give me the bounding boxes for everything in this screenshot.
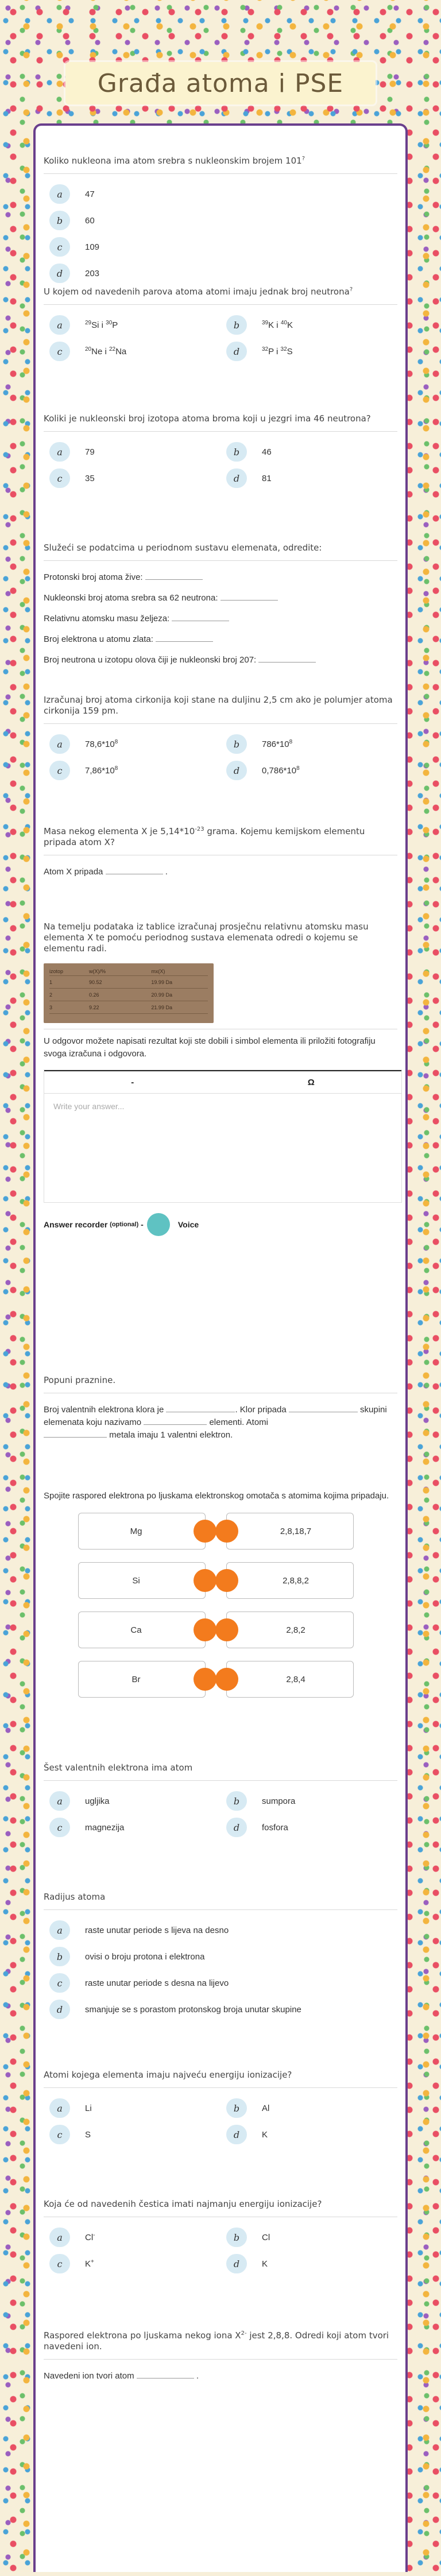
option-a[interactable]: [44, 1920, 397, 1940]
table-cell: 20.99 Da: [151, 991, 172, 998]
connector-dot[interactable]: [194, 1569, 216, 1592]
question-8: [44, 1375, 397, 1490]
option-letter: c: [49, 1973, 70, 1993]
connector-dot[interactable]: [194, 1618, 216, 1641]
option-letter: c: [49, 342, 70, 361]
option-d[interactable]: [44, 2000, 397, 2019]
answer-recorder: [44, 1213, 397, 1236]
match-right-label: 2,8,4: [286, 1674, 305, 1684]
option-b[interactable]: [44, 1947, 397, 1966]
table-cell: 9.22: [89, 1004, 99, 1010]
match-right-label: 2,8,18,7: [280, 1526, 312, 1536]
option-label: ovisi o broju protona i elektrona: [85, 1951, 205, 1962]
option-label: $^{32}$P i $^{32}$S: [262, 346, 293, 357]
connector-dot[interactable]: [194, 1668, 216, 1691]
worksheet: [33, 123, 408, 2572]
option-label: 35: [85, 473, 95, 483]
option-d[interactable]: [220, 1818, 397, 1837]
blank-input[interactable]: [289, 1404, 358, 1412]
option-letter: a: [49, 2228, 70, 2247]
table-cell: 0.26: [89, 991, 99, 998]
match-row: [44, 1562, 397, 1599]
option-letter: b: [49, 211, 70, 230]
option-label: Cl-: [85, 2232, 95, 2242]
question-text: Radijus atoma: [44, 1892, 397, 1910]
match-left-item[interactable]: [78, 1513, 206, 1550]
match-left-item[interactable]: [78, 1661, 206, 1698]
connector-dot[interactable]: [215, 1668, 238, 1691]
option-a[interactable]: [44, 1791, 220, 1811]
option-label: magnezija: [85, 1822, 125, 1833]
option-c[interactable]: [44, 2125, 220, 2144]
option-a[interactable]: [44, 2098, 220, 2118]
option-letter: d: [226, 2254, 247, 2273]
option-label: Li: [85, 2103, 92, 2113]
question-text: Masa nekog elementa X je $5,14*10^{-23}$ grama. Kojemu kemijskom elementu pripada atom X?: [44, 824, 397, 855]
fill-line: Broj elektrona u atomu zlata:: [44, 633, 397, 646]
table-header-row: [49, 967, 208, 976]
header-banner: [0, 0, 441, 123]
question-4: [44, 543, 397, 695]
question-text: Na temelju podataka iz tablice izračunaj prosječnu relativnu atomsku masu elementa X te pomoću periodnog sustava elemenata odredi o kojemu se elementu radi.: [44, 921, 369, 954]
option-d[interactable]: [220, 342, 397, 361]
question-text: Popuni praznine.: [44, 1375, 397, 1393]
fill-line: Atom X pripada .: [44, 867, 168, 877]
question-text: Koliko nukleona ima atom srebra s nukleonskim brojem 101?: [44, 153, 397, 174]
option-label: $7,86*10^8$: [85, 765, 118, 776]
question-1: [44, 153, 397, 284]
fill-line: Nukleonski broj atoma srebra sa 62 neutrona:: [44, 592, 397, 605]
option-letter: c: [49, 468, 70, 488]
option-letter: d: [226, 342, 247, 361]
match-row: [44, 1612, 397, 1648]
question-text: Izračunaj broj atoma cirkonija koji stane na duljinu 2,5 cm ako je polumjer atoma cirkonija 159 pm.: [44, 695, 397, 724]
option-label: fosfora: [262, 1822, 288, 1833]
question-text: Koliki je nukleonski broj izotopa atoma broma koji u jezgri ima 46 neutrona?: [44, 413, 397, 432]
option-label: $^{39}$K i $^{40}$K: [262, 320, 293, 330]
option-c[interactable]: [44, 2254, 220, 2273]
table-cell: 1: [49, 979, 53, 985]
option-label: 203: [85, 268, 100, 278]
connector-dot[interactable]: [215, 1520, 238, 1543]
question-5: [44, 695, 397, 824]
recorder-optional: (optional): [110, 1221, 139, 1228]
question-10: [44, 1762, 397, 1892]
option-c[interactable]: [44, 468, 220, 488]
option-label: smanjuje se s porastom protonskog broja unutar skupine: [85, 2004, 301, 2015]
option-label: Cl: [262, 2233, 270, 2242]
option-a[interactable]: [44, 734, 220, 754]
blank-input[interactable]: [166, 1404, 235, 1412]
match-right-label: 2,8,8,2: [283, 1575, 309, 1586]
option-letter: c: [49, 237, 70, 257]
question-text: U kojem od navedenih parova atoma atomi imaju jednak broj neutrona?: [44, 284, 397, 305]
option-b[interactable]: [220, 734, 397, 754]
option-letter: c: [49, 1818, 70, 1837]
table-header: mx(X): [151, 968, 165, 974]
question-14: [44, 2328, 397, 2414]
match-left-item[interactable]: [78, 1562, 206, 1599]
recorder-label: Answer recorder: [44, 1220, 108, 1229]
question-6: [44, 824, 397, 921]
match-left-item[interactable]: [78, 1612, 206, 1648]
option-d[interactable]: [220, 2254, 397, 2273]
editor-toolbar: [44, 1070, 401, 1093]
option-letter: a: [49, 2098, 70, 2118]
voice-record-button[interactable]: [147, 1213, 170, 1236]
fill-line: Protonski broj atoma žive:: [44, 571, 397, 584]
option-label: $^{20}$Ne i $^{22}$Na: [85, 346, 127, 357]
option-letter: b: [226, 1791, 247, 1811]
table-cell: 19.99 Da: [151, 979, 172, 985]
option-letter: d: [226, 468, 247, 488]
option-label: $786*10^8$: [262, 739, 293, 749]
option-letter: b: [226, 2228, 247, 2247]
option-d[interactable]: [44, 264, 397, 283]
match-right-item[interactable]: [226, 1562, 354, 1599]
blank-input[interactable]: [106, 866, 163, 874]
option-letter: b: [226, 2098, 247, 2118]
match-right-item[interactable]: [226, 1661, 354, 1698]
connector-dot[interactable]: [215, 1569, 238, 1592]
option-c[interactable]: [44, 237, 397, 257]
option-letter: a: [49, 315, 70, 335]
match-left-label: Si: [132, 1575, 140, 1586]
option-d[interactable]: [220, 2125, 397, 2144]
subscript-button[interactable]: -: [131, 1077, 134, 1087]
blank-input[interactable]: [137, 2370, 194, 2379]
table-row: [49, 989, 208, 1001]
fill-line: Relativnu atomsku masu željeza:: [44, 613, 397, 625]
option-letter: b: [49, 1947, 70, 1966]
page-title: Građa atoma i PSE: [97, 68, 344, 98]
table-cell: 2: [49, 991, 53, 998]
option-c[interactable]: [44, 1818, 220, 1837]
connector-dot[interactable]: [194, 1520, 216, 1543]
option-letter: a: [49, 734, 70, 754]
option-c[interactable]: [44, 342, 220, 361]
question-7: [44, 921, 397, 1375]
question-11: [44, 1892, 397, 2070]
blank-input[interactable]: [156, 634, 213, 642]
option-label: 47: [85, 189, 95, 199]
option-label: K+: [85, 2259, 94, 2269]
answer-editor: [44, 1070, 402, 1203]
question-2: [44, 284, 397, 413]
question-12: [44, 2070, 397, 2199]
option-label: 109: [85, 242, 100, 252]
option-b[interactable]: [220, 1791, 397, 1811]
option-letter: b: [226, 315, 247, 335]
omega-button[interactable]: Ω: [307, 1077, 315, 1087]
option-letter: a: [49, 1920, 70, 1940]
option-label: K: [262, 2259, 268, 2269]
option-label: K: [262, 2129, 268, 2140]
option-label: S: [85, 2129, 91, 2140]
table-header: w(X)/%: [89, 968, 106, 974]
option-letter: c: [49, 2254, 70, 2273]
option-label: 60: [85, 215, 95, 226]
blank-input[interactable]: [258, 654, 316, 663]
option-letter: b: [226, 734, 247, 754]
option-label: $^{29}$Si i $^{30}$P: [85, 320, 118, 330]
option-label: Al: [262, 2103, 270, 2113]
option-label: 46: [262, 447, 272, 457]
table-cell: 90.52: [89, 979, 102, 985]
option-letter: d: [226, 2125, 247, 2144]
option-letter: d: [49, 264, 70, 283]
blank-input[interactable]: [144, 1417, 207, 1425]
option-label: ugljika: [85, 1796, 110, 1806]
option-c[interactable]: [44, 1973, 397, 1993]
match-left-label: Ca: [130, 1625, 142, 1635]
option-label: $78,6*10^8$: [85, 739, 118, 749]
match-row: [44, 1661, 397, 1698]
option-c[interactable]: [44, 761, 220, 780]
option-b[interactable]: [220, 315, 397, 335]
blank-input[interactable]: [145, 572, 203, 580]
option-letter: a: [49, 184, 70, 204]
option-letter: d: [226, 761, 247, 780]
match-right-item[interactable]: [226, 1612, 354, 1648]
question-text: Šest valentnih elektrona ima atom: [44, 1762, 397, 1781]
match-right-item[interactable]: [226, 1513, 354, 1550]
option-b[interactable]: [220, 442, 397, 462]
table-row: [49, 976, 208, 989]
option-letter: a: [49, 1791, 70, 1811]
option-label: sumpora: [262, 1796, 296, 1806]
question-9: [44, 1490, 397, 1762]
option-letter: c: [49, 2125, 70, 2144]
option-label: 79: [85, 447, 95, 457]
title-box: [65, 62, 376, 104]
fill-paragraph: Broj valentnih elektrona klora je . Klor pripada skupini elemenata koju nazivamo elementi. Atomi metala imaju 1 valentni elektron.: [44, 1405, 387, 1440]
blank-input[interactable]: [220, 592, 278, 601]
option-letter: a: [49, 442, 70, 462]
option-b[interactable]: [220, 2098, 397, 2118]
blank-input[interactable]: [44, 1430, 107, 1438]
blank-input[interactable]: [172, 613, 229, 621]
option-letter: b: [226, 442, 247, 462]
option-d[interactable]: [220, 761, 397, 780]
option-label: raste unutar periode s lijeva na desno: [85, 1925, 229, 1935]
connector-dot[interactable]: [215, 1618, 238, 1641]
option-letter: d: [49, 2000, 70, 2019]
option-a[interactable]: [44, 315, 220, 335]
option-d[interactable]: [220, 468, 397, 488]
recorder-dash: -: [141, 1220, 144, 1229]
option-letter: c: [49, 761, 70, 780]
option-label: raste unutar periode s desna na lijevo: [85, 1978, 229, 1988]
option-a[interactable]: [44, 184, 397, 204]
data-table-image: [44, 963, 214, 1023]
match-row: [44, 1513, 397, 1550]
voice-label: Voice: [177, 1220, 199, 1229]
fill-line: Navedeni ion tvori atom .: [44, 2371, 199, 2381]
table-row: [49, 1001, 208, 1014]
question-text: Spojite raspored elektrona po ljuskama elektronskog omotača s atomima kojima pripadaju.: [44, 1491, 389, 1501]
option-a[interactable]: [44, 442, 220, 462]
table-cell: 3: [49, 1004, 53, 1010]
option-b[interactable]: [44, 211, 397, 230]
table-header: izotop: [49, 968, 64, 974]
question-13: [44, 2199, 397, 2328]
option-b[interactable]: [220, 2228, 397, 2247]
option-label: 81: [262, 473, 272, 483]
instructions-text: U odgovor možete napisati rezultat koji ste dobili i simbol elementa ili priložiti fotografiju svoga izračuna i odgovora.: [44, 1029, 397, 1060]
table-cell: 21.99 Da: [151, 1004, 172, 1010]
question-text: Koja će od navedenih čestica imati najmanju energiju ionizacije?: [44, 2199, 397, 2217]
option-label: $0,786*10^8$: [262, 765, 300, 776]
fill-line: Broj neutrona u izotopu olova čiji je nukleonski broj 207:: [44, 654, 397, 667]
question-text: Atomi kojega elementa imaju najveću energiju ionizacije?: [44, 2070, 397, 2088]
question-text: Služeći se podatcima u periodnom sustavu elemenata, odredite:: [44, 543, 397, 561]
question-text: Raspored elektrona po ljuskama nekog iona $X^{2-}$ jest 2,8,8. Odredi koji atom tvori navedeni ion.: [44, 2328, 397, 2360]
answer-textarea[interactable]: Write your answer...: [44, 1093, 401, 1202]
option-a[interactable]: [44, 2228, 220, 2247]
match-left-label: Br: [131, 1674, 141, 1684]
option-letter: d: [226, 1818, 247, 1837]
match-left-label: Mg: [130, 1526, 142, 1536]
match-right-label: 2,8,2: [286, 1625, 305, 1635]
question-3: [44, 413, 397, 543]
